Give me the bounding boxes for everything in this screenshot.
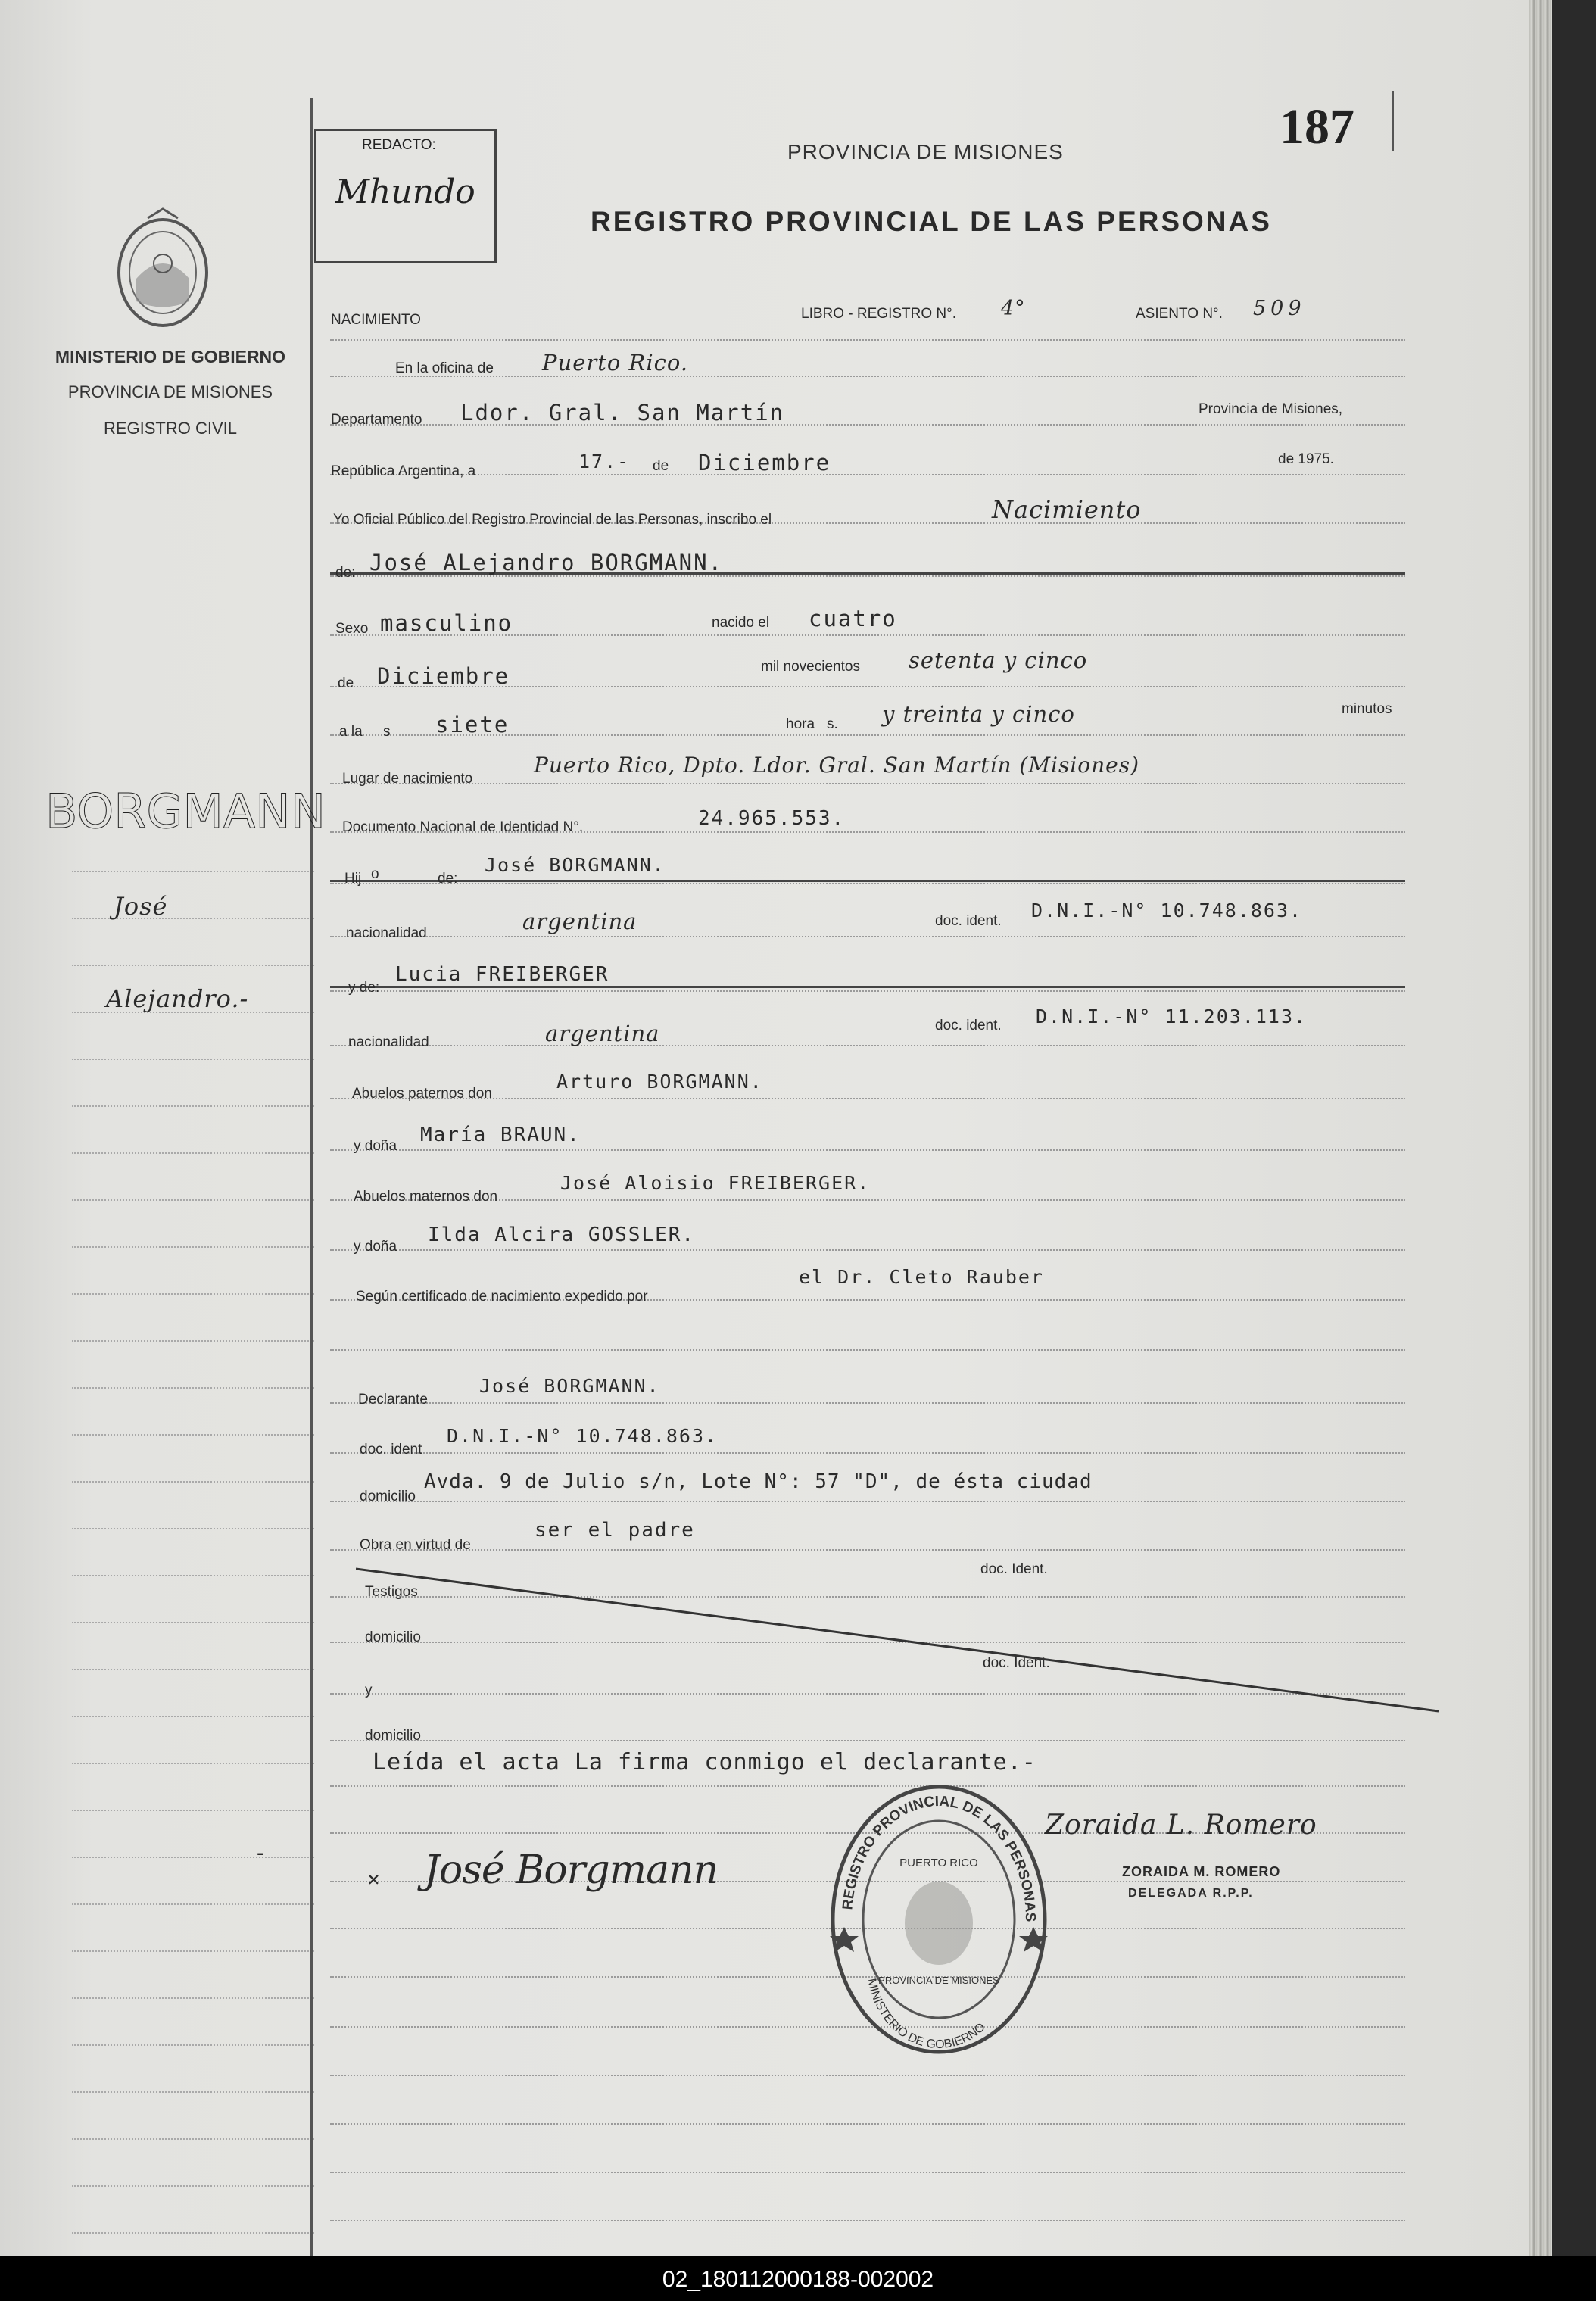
docdec-value: D.N.I.-N° 10.748.863. [447,1425,719,1447]
margin-rule-line [72,1434,314,1436]
page-edges [1529,0,1552,2256]
margin-rule-line [72,1857,314,1858]
closing-text: Leída el acta La firma conmigo el declarante.- [373,1749,1036,1776]
domicilio3-label: domicilio [365,1728,421,1744]
alas-s: s [383,724,391,740]
inscribo-value: Nacimiento [992,495,1142,524]
doc2-label: doc. ident. [935,1018,1002,1034]
form-rule-line [330,990,1405,992]
anio-label: de 1975. [1278,451,1334,467]
stamp-city-text: PUERTO RICO [899,1857,978,1869]
dni-value: 24.965.553. [698,807,846,830]
margin-rule-line [72,1950,314,1952]
hij-label: Hij [344,871,362,887]
margin-rule-line [72,1669,314,1670]
domicilio-label: domicilio [360,1489,416,1504]
coat-of-arms-icon [102,203,223,339]
asiento-value: 509 [1253,297,1306,320]
redacto-label: REDACTO: [362,137,436,153]
docdec-label: doc. ident [360,1442,422,1458]
doc1-label: doc. ident. [935,913,1002,929]
folio-number: 187 [1280,99,1354,154]
margin-rule-line [72,2185,314,2187]
dia-value: 17.- [578,451,631,472]
nacido-value: cuatro [809,606,897,631]
cert-value: el Dr. Cleto Rauber [799,1266,1044,1288]
form-rule-line [330,2123,1405,2125]
de-label: de: [335,565,356,581]
yde-label: y de: [348,980,380,996]
sexo-value: masculino [380,610,513,636]
dni-label: Documento Nacional de Identidad N°. [342,819,584,835]
nacimiento-label: NACIMIENTO [331,312,421,328]
form-rule-line [330,339,1405,341]
margin-rule-line [72,1059,314,1060]
official-signature: Zoraida L. Romero [1045,1810,1317,1841]
ministry-line2: PROVINCIA DE MISIONES [67,382,273,401]
margin-rule-line [72,1293,314,1295]
margin-rule-line [72,2232,314,2234]
y-label: y [365,1682,373,1698]
margin-rule-line [72,1810,314,1811]
de1-label: de [653,458,669,474]
abm2-value: Ilda Alcira GOSSLER. [428,1224,696,1246]
horas-label: hora [786,716,815,732]
minutos-value: y treinta y cinco [882,701,1075,727]
doc1-value: D.N.I.-N° 10.748.863. [1031,900,1303,921]
lugar-label: Lugar de nacimiento [342,771,473,787]
svg-text:MINISTERIO DE GOBIERNO [865,1978,987,2052]
ministry-line1: MINISTERIO DE GOBIERNO [55,347,286,366]
margin-rule-line [72,1246,314,1248]
abm-value: José Aloisio FREIBERGER. [560,1172,871,1194]
vertical-rule [310,98,313,2256]
minutos-label: minutos [1342,701,1392,717]
form-rule-line [330,2172,1405,2173]
libro-label: LIBRO - REGISTRO N°. [801,306,957,322]
inscribo-label: Yo Oficial Público del Registro Provincial de las Personas, inscribo el [333,512,772,528]
anio-nac-value: setenta y cinco [909,647,1088,673]
margin-first-name: José [114,892,168,921]
form-rule-line [330,474,1405,475]
oficina-label: En la oficina de [395,360,494,376]
hij-o: o [371,866,379,882]
nacido-label: nacido el [712,615,770,631]
margin-rule-line [72,918,314,919]
form-rule-line [330,2075,1405,2076]
form-rule-line [330,2220,1405,2221]
lugar-value: Puerto Rico, Dpto. Ldor. Gral. San Martín (Misiones) [534,753,1140,778]
vertical-rule-right [1392,91,1394,151]
official-name: ZORAIDA M. ROMERO [1122,1864,1281,1879]
doc2-value: D.N.I.-N° 11.203.113. [1036,1006,1308,1027]
domicilio-value: Avda. 9 de Julio s/n, Lote N°: 57 "D", de ésta ciudad [424,1470,1093,1493]
de2-label: de [338,675,354,691]
form-rule-line [330,1740,1405,1741]
alas-label: a la [339,724,363,740]
declarante-value: José BORGMANN. [479,1375,660,1397]
form-rule-line [330,1045,1405,1046]
form-rule-line [330,783,1405,784]
mes-nac-value: Diciembre [377,663,510,689]
margin-rule-line [72,1997,314,1999]
form-solid-line [330,986,1405,988]
margin-second-name: Alejandro.- [106,984,249,1013]
form-rule-line [330,936,1405,937]
margin-surname: BORGMANN [45,784,326,839]
form-rule-line [330,1249,1405,1251]
redacto-box [314,129,497,263]
footer-id: 02_180112000188-002002 [662,2267,934,2292]
sexo-label: Sexo [335,621,369,637]
margin-rule-line [72,1481,314,1483]
madre-value: Lucia FREIBERGER [395,963,609,986]
obra-label: Obra en virtud de [360,1537,471,1553]
form-rule-line [330,575,1405,577]
mil-label: mil novecientos [761,659,860,675]
registry-stamp-icon [821,1776,1056,2063]
departamento-label: Departamento [331,412,422,428]
margin-rule-line [72,2138,314,2140]
padre-value: José BORGMANN. [485,854,666,876]
margin-rule-line [72,1575,314,1576]
oficina-value: Puerto Rico. [542,350,689,376]
abm-label: Abuelos maternos don [354,1189,498,1205]
official-title: DELEGADA R.P.P. [1128,1887,1254,1900]
header-registry: REGISTRO PROVINCIAL DE LAS PERSONAS [591,206,1272,237]
abp-label: Abuelos paternos don [352,1086,492,1102]
nac2-label: nacionalidad [348,1034,429,1050]
margin-rule-line [72,2044,314,2046]
margin-rule-line [72,1152,314,1154]
margin-rule-line [72,1340,314,1342]
margin-rule-line [72,1903,314,1905]
ydona2-label: y doña [354,1239,397,1255]
abp2-value: María BRAUN. [420,1124,581,1146]
cert-label: Según certificado de nacimiento expedido por [356,1289,648,1305]
margin-rule-line [72,1528,314,1529]
footer-bar [0,2256,1596,2301]
margin-rule-line [72,1387,314,1389]
margin-rule-line [72,1716,314,1717]
asiento-label: ASIENTO N°. [1136,306,1223,322]
form-rule-line [330,1149,1405,1151]
form-rule-line [330,1402,1405,1404]
stamp-ministry-text: MINISTERIO DE GOBIERNO [865,1977,988,2052]
declarante-signature: José Borgmann [424,1847,719,1893]
nombre-value: José ALejandro BORGMANN. [369,550,724,575]
hij-de: de: [438,871,458,887]
horas-s: s. [827,716,838,732]
header-province: PROVINCIA DE MISIONES [787,140,1064,164]
nac1-value: argentina [522,909,637,934]
redacto-signature: Mhundo [335,173,475,211]
testigos-label: Testigos [365,1584,418,1600]
margin-rule-line [72,1622,314,1623]
hora-value: siete [435,712,510,737]
form-rule-line [330,1349,1405,1351]
margin-rule-line [72,965,314,966]
form-rule-line [330,1452,1405,1454]
form-rule-line [330,1501,1405,1502]
margin-rule-line [72,2091,314,2093]
margin-rule-line [72,1105,314,1107]
margin-rule-line [72,1199,314,1201]
form-rule-line [330,883,1405,884]
obra-value: ser el padre [535,1519,695,1542]
mes-value: Diciembre [698,450,831,475]
signature-mark: × [367,1866,382,1891]
nac1-label: nacionalidad [346,925,427,941]
form-solid-line [330,880,1405,882]
margin-rule-line [72,871,314,872]
ydona1-label: y doña [354,1138,397,1154]
form-rule-line [330,1549,1405,1551]
abp-value: Arturo BORGMANN. [556,1071,763,1093]
departamento-value: Ldor. Gral. San Martín [460,400,785,426]
margin-dash: - [254,1840,270,1866]
ministry-line3: REGISTRO CIVIL [103,419,238,438]
libro-value: 4° [1001,297,1026,320]
declarante-label: Declarante [358,1392,428,1408]
docident-label: doc. Ident. [980,1561,1048,1577]
domicilio2-label: domicilio [365,1629,421,1645]
docident2-label: doc. Ident. [983,1655,1050,1671]
stamp-province-text: PROVINCIA DE MISIONES [878,1975,999,1986]
cancel-diagonal [356,1567,1446,1719]
provincia-label: Provincia de Misiones, [1199,401,1343,417]
republica-label: República Argentina, a [331,463,476,479]
stamp-outer-text: REGISTRO PROVINCIAL DE LAS PERSONAS [840,1793,1039,1922]
margin-rule-line [72,1763,314,1764]
nac2-value: argentina [545,1021,660,1046]
